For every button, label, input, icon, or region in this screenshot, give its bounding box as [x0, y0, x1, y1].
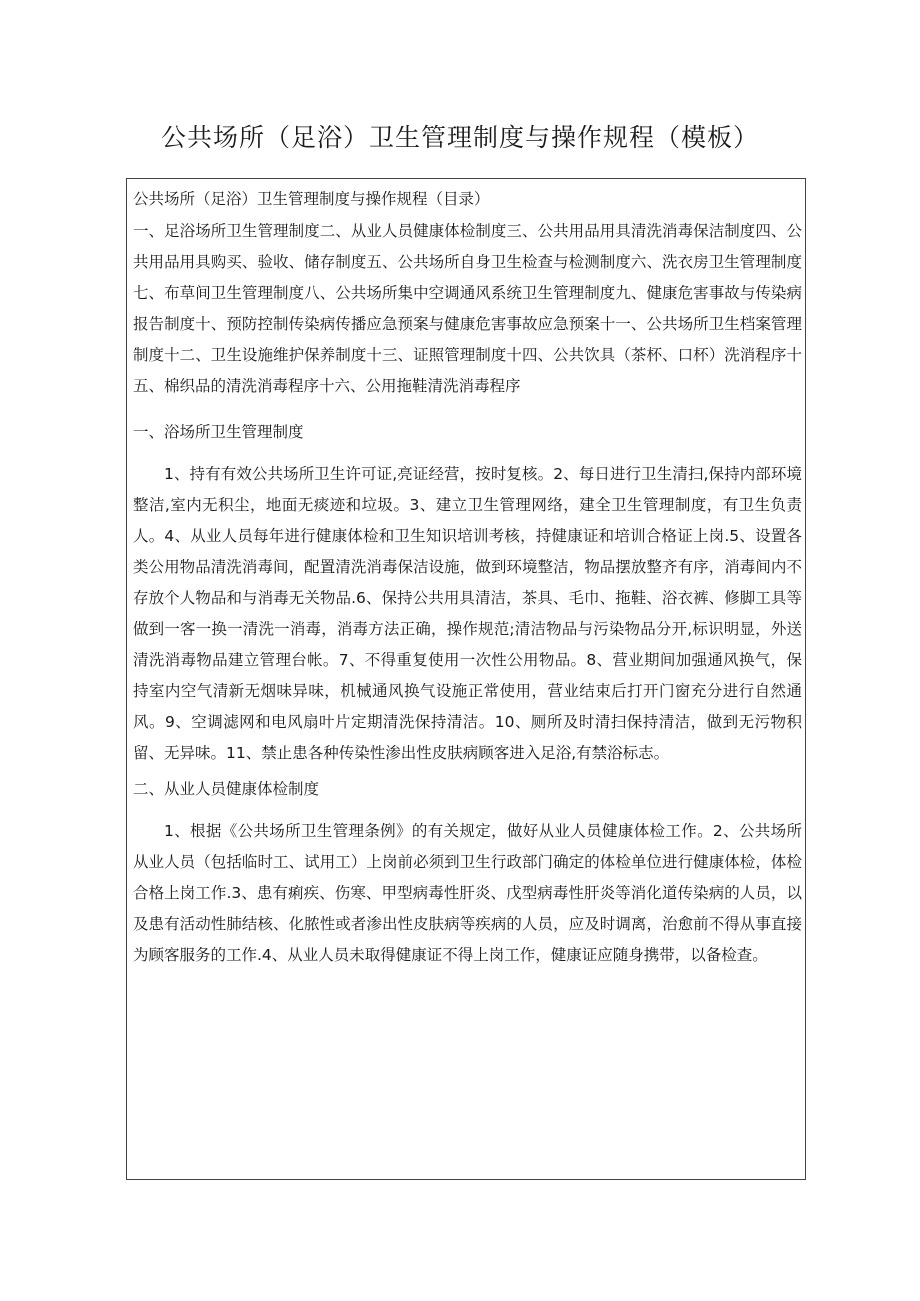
- section-1-heading: 一、浴场所卫生管理制度: [133, 423, 304, 441]
- toc-list: 一、足浴场所卫生管理制度二、从业人员健康体检制度三、公共用品用具清洗消毒保洁制度四、公共用品用具购买、验收、储存制度五、公共场所自身卫生检查与检测制度六、洗衣房卫生管理制度七、布草间卫生管理制度八、公共场所集中空调通风系统卫生管理制度九、健康危害事故与传染病报告制度十、预防控制传染病传播应急预案与健康危害事故应急预案十一、公共场所卫生档案管理制度十二、卫生设施维护保养制度十三、证照管理制度十四、公共饮具（茶杯、口杯）洗消程序十五、棉织品的清洗消毒程序十六、公用拖鞋清洗消毒程序: [133, 222, 802, 395]
- section-2-body: 1、根据《公共场所卫生管理条例》的有关规定，做好从业人员健康体检工作。2、公共场所从业人员（包括临时工、试用工）上岗前必须到卫生行政部门确定的体检单位进行健康体检，体检合格上岗工作.3、患有痢疾、伤寒、甲型病毒性肝炎、戊型病毒性肝炎等消化道传染病的人员，以及患有活动性肺结核、化脓性或者渗出性皮肤病等疾病的人员，应及时调离，治愈前不得从事直接为顾客服务的工作.4、从业人员未取得健康证不得上岗工作，健康证应随身携带，以备检查。: [133, 822, 802, 964]
- section-1-body: 1、持有有效公共场所卫生许可证,亮证经营，按时复核。2、每日进行卫生清扫,保持内部环境整洁,室内无积尘，地面无痰迹和垃圾。3、建立卫生管理网络，建全卫生管理制度，有卫生负责人。4、从业人员每年进行健康体检和卫生知识培训考核，持健康证和培训合格证上岗.5、设置各类公用物品清洗消毒间，配置清洗消毒保洁设施，做到环境整洁，物品摆放整齐有序，消毒间内不存放个人物品和与消毒无关物品.6、保持公共用具清洁，茶具、毛巾、拖鞋、浴衣裤、修脚工具等做到一客一换一清洗一消毒，消毒方法正确，操作规范;清洁物品与污染物品分开,标识明显，外送清洗消毒物品建立管理台帐。7、不得重复使用一次性公用物品。8、营业期间加强通风换气，保持室内空气清新无烟味异味，机械通风换气设施正常使用，营业结束后打开门窗充分进行自然通风。9、空调滤网和电风扇叶片定期清洗保持清洁。10、厕所及时清扫保持清洁，做到无污物积留、无异味。11、禁止患各种传染性渗出性皮肤病顾客进入足浴,有禁浴标志。: [133, 465, 802, 762]
- section-2-heading: 二、从业人员健康体检制度: [133, 780, 320, 798]
- document-content-box: [126, 178, 806, 1180]
- toc-heading: 公共场所（足浴）卫生管理制度与操作规程（目录）: [133, 190, 490, 208]
- document-title: 公共场所（足浴）卫生管理制度与操作规程（模板）: [160, 123, 759, 152]
